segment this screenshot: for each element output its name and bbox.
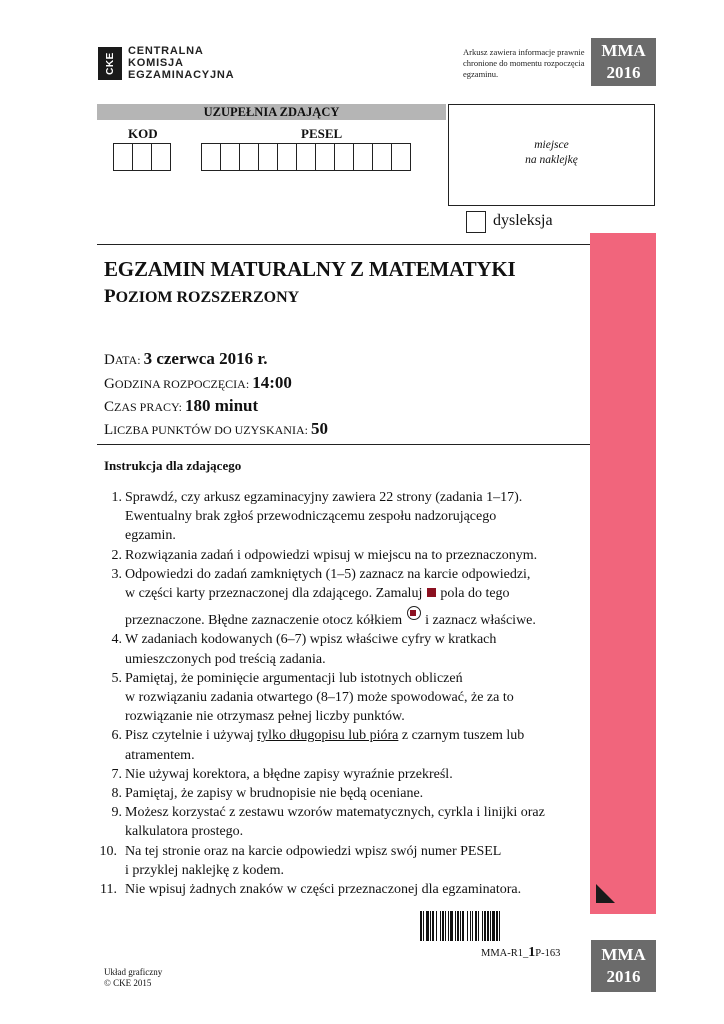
pesel-digit-box[interactable] — [258, 143, 278, 171]
kod-digit-box[interactable] — [132, 143, 152, 171]
pesel-digit-box[interactable] — [220, 143, 240, 171]
filled-square-icon — [427, 588, 436, 597]
circled-square-icon — [407, 606, 421, 620]
barcode-bar — [500, 911, 502, 941]
barcode — [420, 911, 577, 941]
exam-points: LICZBA PUNKTÓW DO UZYSKANIA: 50 — [104, 419, 328, 438]
pesel-digit-box[interactable] — [353, 143, 373, 171]
list-item: 11. Nie wpisuj żadnych znaków w części przeznaczonej dla egzaminatora. — [100, 882, 522, 898]
instructions-heading: Instrukcja dla zdającego — [104, 458, 242, 473]
cke-logo-mark: CKE — [98, 47, 122, 80]
pesel-digit-box[interactable] — [296, 143, 316, 171]
pesel-digit-box[interactable] — [334, 143, 354, 171]
sticker-area: miejsce na naklejkę — [448, 104, 655, 206]
badge-top: MMA 2016 — [591, 38, 656, 86]
dyslexia-checkbox[interactable] — [466, 211, 486, 233]
list-item: 10. Na tej stronie oraz na karcie odpowiedzi wpisz swój numer PESEL i przyklej naklejkę z kodem. — [99, 843, 502, 878]
divider-mid — [97, 444, 590, 445]
protection-note: Arkusz zawiera informacje prawnie chronione do momentu rozpoczęcia egzaminu. — [463, 47, 585, 79]
pesel-digit-box[interactable] — [201, 143, 221, 171]
layout-credit: Układ graficzny © CKE 2015 — [104, 967, 163, 988]
sheet-code: MMA-R1_1P-163 — [481, 945, 561, 960]
dyslexia-label: dysleksja — [493, 212, 553, 229]
exam-level: POZIOM ROZSZERZONY — [104, 286, 300, 307]
list-item: 4. W zadaniach kodowanych (6–7) wpisz właściwe cyfry w kratkach umieszczonych pod treścią zadania. — [111, 632, 497, 667]
list-item: 2. Rozwiązania zadań i odpowiedzi wpisuj w miejscu na to przeznaczonym. — [111, 547, 538, 563]
exam-start: GODZINA ROZPOCZĘCIA: 14:00 — [104, 373, 292, 392]
exam-duration: CZAS PRACY: 180 minut — [104, 396, 259, 415]
list-item: 5. Pamiętaj, że pominięcie argumentacji lub istotnych obliczeń w rozwiązaniu zadania otwartego (8–17) może spowodować, że za to rozwiązanie nie otrzymasz pełnej liczby punktów. — [111, 670, 514, 725]
exam-title: EGZAMIN MATURALNY Z MATEMATYKI — [104, 257, 516, 281]
pesel-digit-box[interactable] — [315, 143, 335, 171]
list-item: 6. Pisz czytelnie i używaj tylko długopisu lub pióra z czarnym tuszem lub atramentem. — [111, 728, 525, 763]
exam-date: DATA: 3 czerwca 2016 r. — [104, 349, 268, 368]
corner-triangle-icon — [596, 884, 615, 903]
list-item: 9. Możesz korzystać z zestawu wzorów matematycznych, cyrkla i linijki oraz kalkulatora prostego. — [111, 805, 545, 840]
list-item: 8. Pamiętaj, że zapisy w brudnopisie nie będą oceniane. — [111, 786, 424, 802]
kod-digit-box[interactable] — [113, 143, 133, 171]
cke-logo-text: CENTRALNA KOMISJA EGZAMINACYJNA — [128, 45, 235, 81]
list-item: 1. Sprawdź, czy arkusz egzaminacyjny zawiera 22 strony (zadania 1–17). Ewentualny brak zgłoś przewodniczącemu zespołu nadzorującego egzamin. — [111, 490, 523, 544]
kod-digit-box[interactable] — [151, 143, 171, 171]
pesel-digit-box[interactable] — [391, 143, 411, 171]
fill-in-bar: UZUPEŁNIA ZDAJĄCY — [97, 104, 446, 120]
instructions-list — [99, 488, 594, 899]
pesel-digit-box[interactable] — [239, 143, 259, 171]
pesel-digit-box[interactable] — [277, 143, 297, 171]
pesel-boxes[interactable] — [201, 143, 410, 171]
list-item: 7. Nie używaj korektora, a błędne zapisy wyraźnie przekreśl. — [111, 766, 453, 782]
divider-top — [97, 244, 590, 245]
accent-strip — [590, 233, 656, 914]
pesel-label: PESEL — [301, 126, 343, 141]
kod-boxes[interactable] — [113, 143, 170, 171]
kod-label: KOD — [128, 126, 158, 141]
badge-bottom: MMA 2016 — [591, 940, 656, 992]
list-item: 3. Odpowiedzi do zadań zamkniętych (1–5) zaznacz na karcie odpowiedzi, w części karty przeznaczonej dla zdającego. Zamaluj pola do tego przeznaczone. Błędne zaznaczenie otocz kółkiem i zaznacz właściwe. — [111, 566, 536, 629]
pesel-digit-box[interactable] — [372, 143, 392, 171]
